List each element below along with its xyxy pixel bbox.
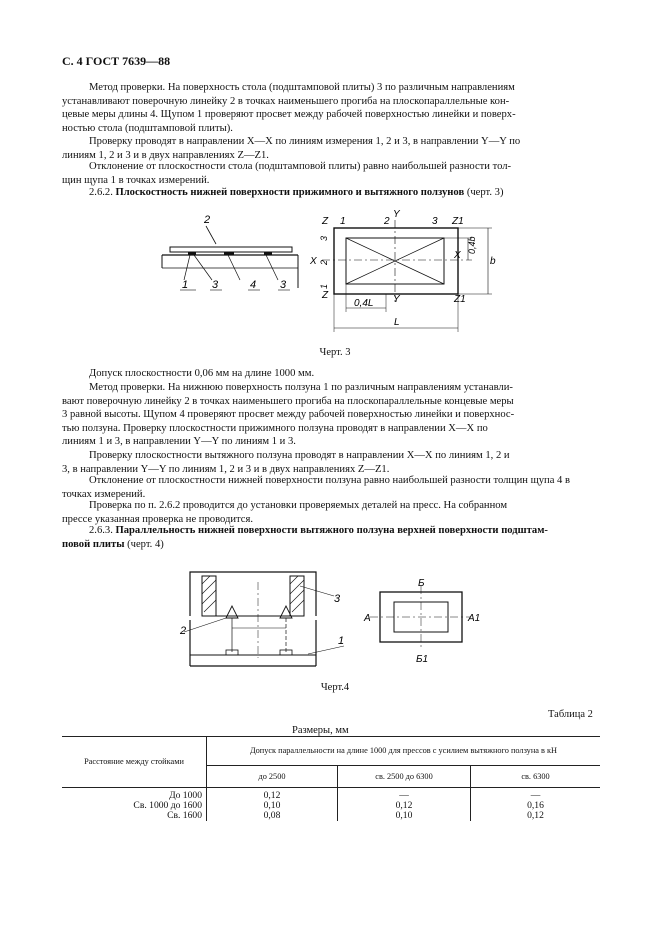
table-sub-header-1: до 2500 [207,766,338,788]
paragraph-deviation: Отклонение от плоскостности стола (подштамповой плиты) равно наибольшей разности тол- щин щупа 1 в точках измерений. [62,161,512,186]
svg-text:Y: Y [393,209,400,220]
paragraph-slider-deviation: Отклонение от плоскостности нижней поверхности ползуна равно наибольшей разности толщин щупа 4 в точках измерений. [62,475,570,500]
fig4-label-a1: А1 [468,613,481,624]
table-row: Св. 1000 до 1600 0,10 0,12 0,16 [62,801,600,811]
section-2-6-3-heading: 2.6.3. Параллельность нижней поверхности вытяжного ползуна верхней поверхности подштам- повой плиты (черт. 4) [62,525,548,550]
svg-text:2: 2 [384,216,390,227]
fig4-label-3: 3 [334,593,341,605]
figure-4-caption: Черт.4 [320,682,350,693]
svg-text:Y: Y [393,294,400,305]
svg-text:1: 1 [340,216,346,227]
svg-text:Z: Z [322,216,329,227]
paragraph-check-directions: Проверку проводят в направлении X—X по линиям измерения 1, 2 и 3, в направлении Y—Y по линиям 1, 2 и 3 и в двух направлениях Z—Z1. [62,136,521,161]
table-row: Св. 1600 0,08 0,10 0,12 [62,811,600,821]
page-header: С. 4 ГОСТ 7639—88 [62,54,171,68]
fig4-label-a: А [364,613,371,624]
svg-text:0,4L: 0,4L [354,298,374,309]
fig3-label-1: 1 [182,279,189,291]
fig3-label-3b: 3 [280,279,287,291]
paragraph-slider-check: Проверку плоскостности вытяжного ползуна проводят в направлении X—X по линиям 1, 2 и 3, в направлении Y—Y по линиям 1, 2 и 3 и в двух направлениях Z—Z1. [62,450,510,475]
svg-text:b: b [490,256,496,267]
table-label: Таблица 2 [548,709,593,720]
figure-3-right-drawing [306,206,506,336]
fig4-label-b1: Б1 [416,654,429,665]
table-sub-header-2: св. 2500 до 6300 [338,766,471,788]
section-2-6-2-heading: 2.6.2. Плоскостность нижней поверхности прижимного и вытяжного ползунов (черт. 3) [89,187,504,198]
svg-text:0,4b: 0,4b [467,236,477,254]
svg-text:X: X [454,250,461,261]
svg-text:L: L [394,317,400,328]
svg-text:X: X [310,256,317,267]
table-units: Размеры, мм [292,725,349,736]
svg-text:Z: Z [322,290,329,301]
tolerance-table [62,736,600,821]
svg-text:3: 3 [319,235,329,241]
svg-text:1: 1 [319,283,329,289]
fig3-label-4: 4 [250,279,257,291]
figure-4-left-drawing [176,562,346,674]
svg-text:2: 2 [319,259,329,265]
figure-4-right-drawing [360,576,490,672]
fig3-label-3a: 3 [212,279,219,291]
svg-text:3: 3 [432,216,438,227]
svg-text:Z1: Z1 [452,216,464,227]
table-row: До 1000 0,12 — — [62,788,600,802]
paragraph-tolerance: Допуск плоскостности 0,06 мм на длине 1000 мм. [89,368,315,379]
figure-3-caption: Черт. 3 [319,347,351,358]
table-sub-header-3: св. 6300 [471,766,601,788]
paragraph-method-2: Метод проверки. На нижнюю поверхность ползуна 1 по различным направлениям устанавли- вают поверочную линейку 2 в точках наименьшего прогиба на плоскопараллельные концевые меры 3 равной высоты. Щупом 4 проверяют просвет между рабочей поверхностью линейки и поверхнос- тью ползуна. Проверку плоскостности прижимного ползуна проводят в направлении X—X по линиям 1 и 3, в направлении Y—Y по линиям 1 и 3. [62,382,515,448]
figure-3-left-drawing [160,210,300,292]
paragraph-check-note: Проверка по п. 2.6.2 проводится до установки проверяемых деталей на пресс. На собранном прессе указанная проверка не проводится. [62,500,508,525]
table-col-distance-header: Расстояние между стойками [62,737,207,788]
paragraph-method-1: Метод проверки. На поверхность стола (подштамповой плиты) 3 по различным направлениям устанавливают поверочную линейку 2 в точках наименьшего прогиба на плоскопараллельные кон- цевые меры длины 4. Щупом 1 проверяют просвет между рабочей поверхностью линейки и поверх- ностью стола (подштамповой плиты). [62,82,516,134]
table-group-header: Допуск параллельности на длине 1000 для прессов с усилием вытяжного ползуна в кН [207,737,601,766]
fig3-label-2: 2 [204,214,211,226]
fig4-label-b: Б [418,578,425,589]
svg-text:Z1: Z1 [454,294,466,305]
fig4-label-2: 2 [180,625,187,637]
fig4-label-1: 1 [338,635,345,647]
